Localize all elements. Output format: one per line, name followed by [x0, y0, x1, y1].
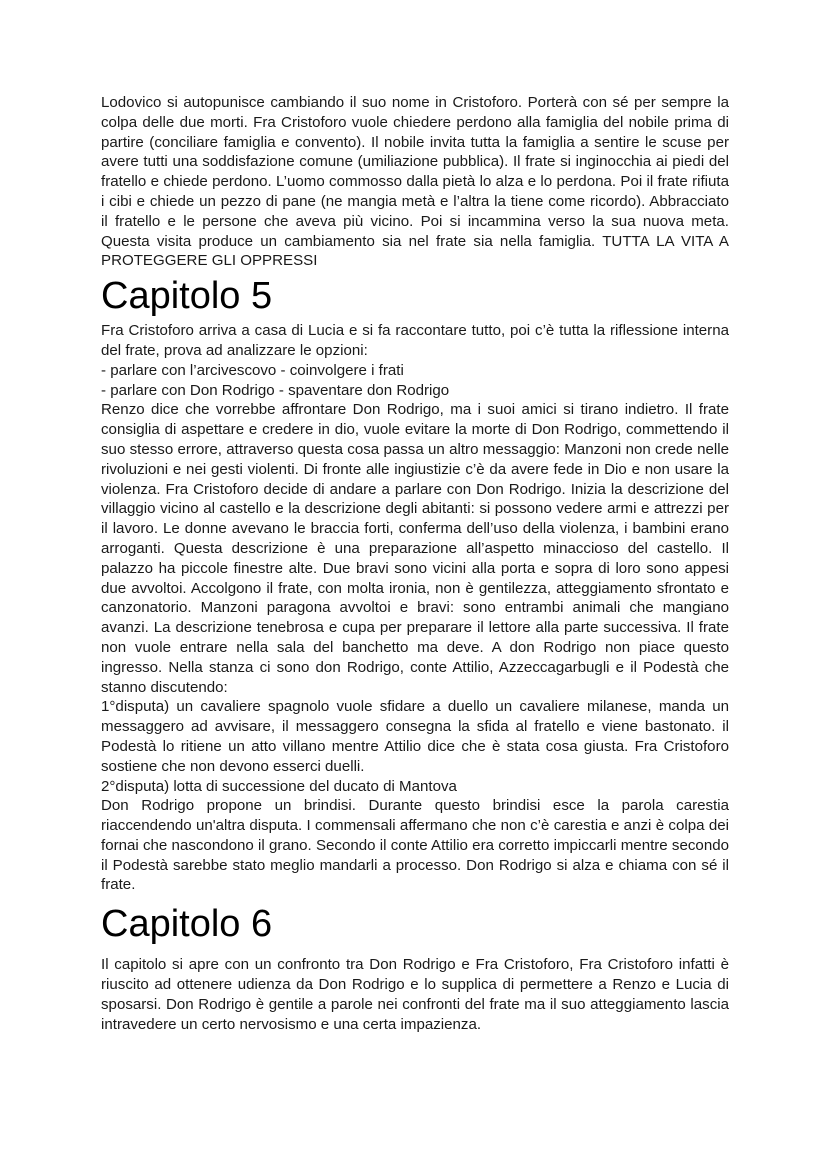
chapter-5-heading: Capitolo 5 — [101, 275, 273, 318]
chapter-5-dispute-1: 1°disputa) un cavaliere spagnolo vuole sfidare a duello un cavaliere milanese, manda un messaggero ad avvisare, il messaggero consegna la sfida al fratello e viene bastonato. il Podestà lo ritiene un atto villano mentre Attilio dice che è stata cosa giusta. Fra Cristoforo sostiene che non devono esserci duelli. — [101, 698, 729, 775]
chapter-5-dispute-2: 2°disputa) lotta di successione del ducato di Mantova — [101, 777, 457, 795]
chapter-5-option-2: - parlare con Don Rodrigo - spaventare don Rodrigo — [101, 381, 450, 399]
chapter-5-paragraph-3: Don Rodrigo propone un brindisi. Durante questo brindisi esce la parola carestia riaccendendo un'altra disputa. I commensali affermano che non c’è carestia e anzi è colpa dei fornai che nascondono il grano. Secondo il conte Attilio era corretto impiccarli mentre secondo il Podestà sarebbe stato meglio mandarli a processo. Don Rodrigo si alza e chiama con sé il frate. — [101, 797, 729, 894]
chapter-5-paragraph-1: Fra Cristoforo arriva a casa di Lucia e si fa raccontare tutto, poi c’è tutta la riflessione interna del frate, prova ad analizzare le opzioni: — [101, 322, 729, 359]
intro-paragraph: Lodovico si autopunisce cambiando il suo nome in Cristoforo. Porterà con sé per sempre la colpa delle due morti. Fra Cristoforo vuole chiedere perdono alla famiglia del nobile prima di partire (conciliare famiglia e convento). Il nobile invita tutta la famiglia a sentire le scuse per avere tutti una soddisfazione comune (umiliazione pubblica). Il frate si inginocchia ai piedi del fratello e chiede perdono. L’uomo commosso dalla pietà lo alza e lo perdona. Poi il frate rifiuta i cibi e chiede un pezzo di pane (ne mangia metà e l’altra la tiene come ricordo). Abbracciato il fratello e le persone che aveva più vicino. Poi si incammina verso la sua nuova meta. Questa visita produce un cambiamento sia nel frate sia nella famiglia. TUTTA LA VITA A PROTEGGERE GLI OPPRESSI — [101, 94, 729, 270]
chapter-6-heading: Capitolo 6 — [101, 903, 273, 946]
chapter-6-paragraph-1: Il capitolo si apre con un confronto tra Don Rodrigo e Fra Cristoforo, Fra Cristoforo infatti è riuscito ad ottenere udienza da Don Rodrigo e lo supplica di permettere a Renzo e Lucia di sposarsi. Don Rodrigo è gentile a parole nei confronti del frate ma il suo atteggiamento lascia intravedere un certo nervosismo e una certa impazienza. — [101, 956, 729, 1033]
chapter-5-option-1: - parlare con l’arcivescovo - coinvolgere i frati — [101, 361, 404, 379]
chapter-5-paragraph-2: Renzo dice che vorrebbe affrontare Don Rodrigo, ma i suoi amici si tirano indietro. Il frate consiglia di aspettare e credere in dio, vuole evitare la morte di Don Rodrigo, commettendo il suo stesso errore, attraverso questa cosa passa un altro messaggio: Manzoni non crede nelle rivoluzioni e nei gesti violenti. Di fronte alle ingiustizie c’è da avere fede in Dio e non usare la violenza. Fra Cristoforo decide di andare a parlare con Don Rodrigo. Inizia la descrizione del villaggio vicino al castello e la descrizione degli abitanti: si possono vedere armi e attrezzi per il lavoro. Le donne avevano le braccia forti, conferma dell’uso della violenza, i bambini erano arroganti. Questa descrizione è una preparazione all’aspetto minaccioso del castello. Il palazzo ha piccole finestre alte. Due bravi sono vicini alla porta e sopra di loro sono appesi due avvoltoi. Accolgono il frate, con molta ironia, non è gentilezza, atteggiamento sfrontato e canzonatorio. Manzoni paragona avvoltoi e bravi: sono entrambi animali che mangiano avanzi. La descrizione tenebrosa e cupa per preparare il lettore alla parte successiva. Il frate non vuole entrare nella sala del banchetto ma deve. A don Rodrigo non piace questo ingresso. Nella stanza ci sono don Rodrigo, conte Attilio, Azzeccagarbugli e il Podestà che stanno discutendo: — [101, 401, 729, 696]
